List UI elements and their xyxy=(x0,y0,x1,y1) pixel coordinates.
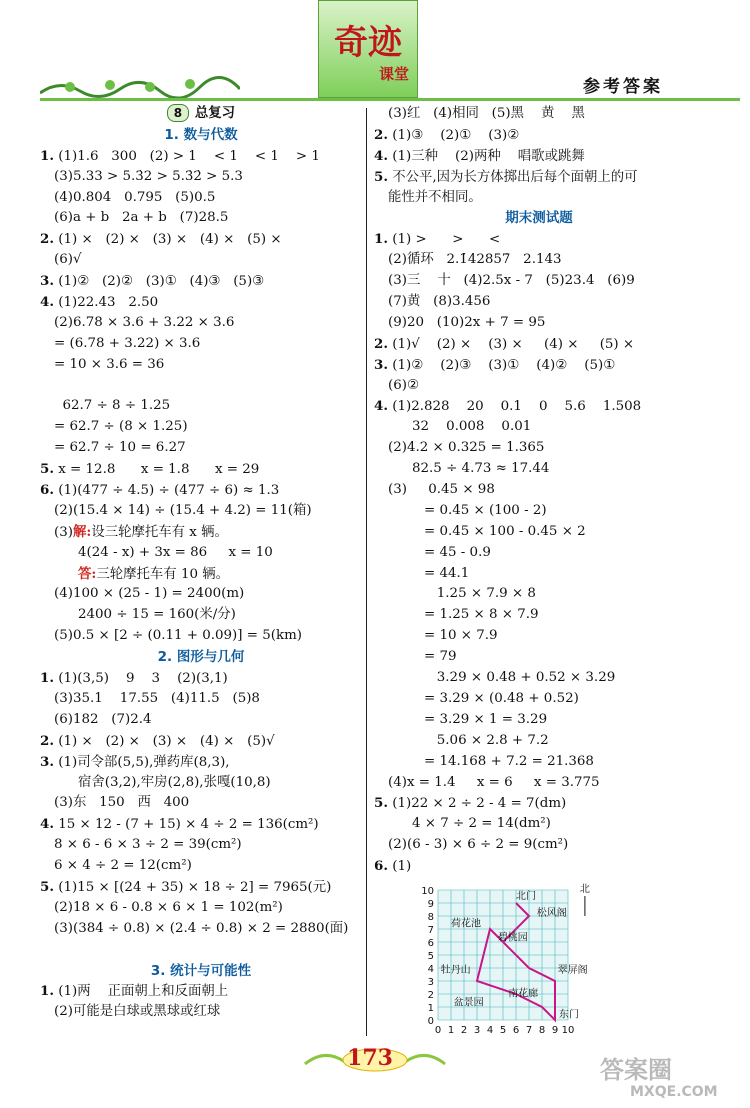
answer-line: (4)0.804 0.795 (5)0.5 xyxy=(54,189,216,205)
answer-line xyxy=(40,271,362,292)
place-label: 牡丹山 xyxy=(440,965,471,977)
place-label: 南花廊 xyxy=(508,988,539,1000)
y-tick-label: 7 xyxy=(427,925,434,936)
question-number: 1. xyxy=(40,147,54,164)
answer-line xyxy=(40,564,362,585)
question-number: 1. xyxy=(374,231,388,248)
answer-line: (3)三 十 (4)2.5x - 7 (5)23.4 (6)9 xyxy=(388,273,635,289)
answer-line: = 44.1 xyxy=(424,565,470,581)
question-number: 5. xyxy=(40,878,54,895)
answer-line: = 0.45 × 100 - 0.45 × 2 xyxy=(424,523,586,539)
x-tick-label: 3 xyxy=(473,1025,481,1036)
section-title: 3. 统计与可能性 xyxy=(150,962,252,979)
answer-line: = (6.78 + 3.22) × 3.6 xyxy=(54,335,201,351)
answer-text: 设三轮摩托车有 x 辆。 xyxy=(91,524,228,540)
answer-text: (1)2.828 20 0.1 0 5.6 1.508 xyxy=(387,399,642,415)
place-label: 东门 xyxy=(558,1009,579,1021)
page-header xyxy=(0,0,750,110)
answer-line: (4)100 × (25 - 1) = 2400(m) xyxy=(54,586,245,602)
x-tick-label: 6 xyxy=(512,1025,520,1036)
answer-line: = 45 - 0.9 xyxy=(424,544,491,560)
answer-line: (4)x = 1.4 x = 6 x = 3.775 xyxy=(388,774,600,790)
answer-line: (3)红 (4)相同 (5)黑 黄 黑 xyxy=(388,106,585,121)
answer-text: (1)(3,5) 9 3 (2)(3,1) xyxy=(53,671,228,687)
y-tick-label: 4 xyxy=(427,964,434,975)
answer-line xyxy=(374,146,704,167)
answer-line: 4(24 - x) + 3x = 86 x = 10 xyxy=(78,544,273,560)
answer-line: 6 × 4 ÷ 2 = 12(cm²) xyxy=(54,858,192,874)
question-number: 3. xyxy=(40,273,54,290)
answer-line: (6)182 (7)2.4 xyxy=(54,711,152,727)
answer-line xyxy=(374,793,704,814)
x-tick-label: 8 xyxy=(538,1025,546,1036)
place-label: 松风阁 xyxy=(536,908,567,919)
answer-line xyxy=(40,146,362,167)
answer-text: (1)22.43 2.50 xyxy=(53,295,159,311)
answer-text: (1) xyxy=(387,859,412,875)
answer-text: (1)③ (2)① (3)② xyxy=(387,127,520,143)
answer-line: = 62.7 ÷ (8 × 1.25) xyxy=(54,419,188,435)
answer-line xyxy=(374,355,704,376)
answer-text: 三轮摩托车有 10 辆。 xyxy=(96,566,230,582)
answer-text: (1)1.6 300 (2) > 1 < 1 < 1 > 1 xyxy=(53,148,320,164)
answer-line xyxy=(40,940,362,961)
answer-line: 62.7 ÷ 8 ÷ 1.25 xyxy=(54,398,171,414)
question-number: 4. xyxy=(40,816,54,833)
question-number: 5. xyxy=(40,461,54,478)
answer-text: (1)司令部(5,5),弹药库(8,3), xyxy=(53,754,230,770)
y-tick-label: 1 xyxy=(427,1003,434,1014)
answer-line: = 1.25 × 8 × 7.9 xyxy=(424,607,539,623)
answer-line: = 14.168 + 7.2 = 21.368 xyxy=(424,753,594,769)
y-tick-label: 0 xyxy=(427,1016,434,1027)
answer-line xyxy=(40,229,362,250)
place-label: 荷花池 xyxy=(451,918,481,930)
logo-subtitle: 课堂 xyxy=(378,65,409,83)
answer-line: (9)20 (10)2x + 7 = 95 xyxy=(388,314,546,330)
question-number: 5. xyxy=(374,795,388,812)
answer-text: (1)22 × 2 ÷ 2 - 4 = 7(dm) xyxy=(387,796,567,812)
answer-text: 15 × 12 - (7 + 15) × 4 ÷ 2 = 136(cm²) xyxy=(53,817,319,833)
answer-line: 4 × 7 ÷ 2 = 14(dm²) xyxy=(412,816,551,832)
place-label: 盆景园 xyxy=(453,997,484,1009)
place-label: 北门 xyxy=(516,891,536,903)
answer-line: = 79 xyxy=(424,649,457,665)
answer-line xyxy=(374,334,704,355)
question-number: 1. xyxy=(40,670,54,687)
answer-line: = 10 × 3.6 = 36 xyxy=(54,356,165,372)
page-number: 173 xyxy=(347,1045,393,1071)
answer-line: (2)6.78 × 3.6 + 3.22 × 3.6 xyxy=(54,314,235,330)
answer-line: = 62.7 ÷ 10 = 6.27 xyxy=(54,440,186,456)
y-tick-label: 9 xyxy=(427,899,434,910)
section-title: 1. 数与代数 xyxy=(164,126,238,143)
decorative-vine-icon xyxy=(40,75,240,99)
right-column xyxy=(374,104,704,877)
answer-line: (3)35.1 17.55 (4)11.5 (5)8 xyxy=(54,690,260,706)
question-number: 2. xyxy=(374,126,388,143)
place-label: 碧桃园 xyxy=(497,932,528,944)
answer-line: (7)黄 (8)3.456 xyxy=(388,294,491,310)
answer-line: 宿舍(3,2),牢房(2,8),张嘎(10,8) xyxy=(78,774,271,790)
logo xyxy=(318,0,418,98)
answer-text: (1)(477 ÷ 4.5) ÷ (477 ÷ 6) ≈ 1.3 xyxy=(53,483,280,499)
answer-line xyxy=(40,668,362,689)
y-tick-label: 10 xyxy=(421,886,434,897)
answer-line: (2)18 × 6 - 0.8 × 6 × 1 = 102(m²) xyxy=(54,899,283,915)
answer-line: (2)4.2 × 0.325 = 1.365 xyxy=(388,440,545,456)
answer-line: = 3.29 × (0.48 + 0.52) xyxy=(424,690,579,706)
answer-line: = 3.29 × 1 = 3.29 xyxy=(424,711,548,727)
answers-title: 参考答案 xyxy=(583,77,663,97)
answer-line: (6)② xyxy=(388,377,419,393)
question-number: 1. xyxy=(40,983,54,1000)
answer-text: (1) × (2) × (3) × (4) × (5)√ xyxy=(53,733,275,749)
answer-line xyxy=(40,981,362,1002)
answer-text: (1)三种 (2)两种 唱歌或跳舞 xyxy=(387,148,585,164)
answer-line: (2)(15.4 × 14) ÷ (15.4 + 4.2) = 11(箱) xyxy=(54,502,312,518)
chapter-title xyxy=(40,104,362,125)
chapter-label: 总复习 xyxy=(194,106,236,121)
answer-line: (3)(384 ÷ 0.8) × (2.4 ÷ 0.8) × 2 = 2880(面) xyxy=(54,920,349,936)
y-tick-label: 6 xyxy=(427,938,434,949)
question-number: 4. xyxy=(374,147,388,164)
y-tick-label: 5 xyxy=(427,951,434,962)
x-tick-label: 5 xyxy=(499,1025,507,1036)
answer-line: (2)(6 - 3) × 6 ÷ 2 = 9(cm²) xyxy=(388,837,569,853)
section-title: 期末测试题 xyxy=(505,210,573,227)
answer-line xyxy=(40,459,362,480)
answer-keyword: 答: xyxy=(78,565,97,582)
answer-text: (1)两 正面朝上和反面朝上 xyxy=(53,984,229,1000)
answer-line: (2)循环 2.1̇42857̇ 2.143 xyxy=(388,252,562,268)
answer-line: 能性并不相同。 xyxy=(388,189,482,205)
answer-text: (1)② (2)② (3)① (4)③ (5)③ xyxy=(53,274,265,290)
x-tick-label: 2 xyxy=(460,1025,468,1036)
question-number: 6. xyxy=(374,858,388,875)
answer-line xyxy=(374,125,704,146)
answer-prefix: (3) xyxy=(54,524,73,540)
y-tick-label: 2 xyxy=(427,990,434,1001)
answer-line: 3.29 × 0.48 + 0.52 × 3.29 xyxy=(424,670,616,686)
answer-keyword: 解: xyxy=(72,523,92,540)
column-divider xyxy=(366,108,367,1036)
north-label: 北 xyxy=(579,884,590,895)
answer-line xyxy=(40,814,362,835)
x-tick-label: 9 xyxy=(551,1025,559,1036)
question-number: 5. xyxy=(374,168,388,185)
x-tick-label: 7 xyxy=(525,1025,533,1036)
question-number: 2. xyxy=(374,335,388,352)
answer-line xyxy=(374,229,704,250)
x-tick-label: 10 xyxy=(561,1025,575,1036)
place-label: 翠屏阁 xyxy=(557,965,588,977)
answer-text: x = 12.8 x = 1.8 x = 29 xyxy=(53,462,260,478)
answer-text: 不公平,因为长方体掷出后每个面朝上的可 xyxy=(387,169,638,185)
section-title: 2. 图形与几何 xyxy=(157,649,245,666)
answer-line xyxy=(40,522,362,543)
x-tick-label: 4 xyxy=(486,1025,494,1036)
map-grid xyxy=(410,870,610,1040)
answer-line: (2)可能是白球或黑球或红球 xyxy=(54,1004,221,1020)
answer-line: (5)0.5 × [2 ÷ (0.11 + 0.09)] = 5(km) xyxy=(54,628,303,644)
answer-line: (3)5.33 > 5.3̇2 > 5.3̇2̇ > 5.3 xyxy=(54,168,243,184)
answer-line: (6)a + b 2a + b (7)28.5 xyxy=(54,210,229,226)
answer-line: (3) 0.45 × 98 xyxy=(388,482,495,498)
answer-line: = 10 × 7.9 xyxy=(424,628,498,644)
answer-line: 8 × 6 - 6 × 3 ÷ 2 = 39(cm²) xyxy=(54,837,242,853)
left-column xyxy=(40,104,362,1023)
answer-line: 82.5 ÷ 4.73 ≈ 17.44 xyxy=(412,461,550,477)
x-tick-label: 1 xyxy=(447,1025,455,1036)
question-number: 4. xyxy=(40,294,54,311)
answer-text: (1)√ (2) × (3) × (4) × (5) × xyxy=(387,336,635,352)
question-number: 2. xyxy=(40,732,54,749)
answer-line: = 0.45 × (100 - 2) xyxy=(424,502,547,518)
question-number: 2. xyxy=(40,231,54,248)
answer-line xyxy=(40,752,362,773)
answer-line: 5.06 × 2.8 + 7.2 xyxy=(424,732,549,748)
question-number: 6. xyxy=(40,482,54,499)
answer-line xyxy=(40,376,362,397)
logo-title: 奇迹 xyxy=(334,23,402,63)
question-number: 3. xyxy=(374,356,388,373)
question-number: 3. xyxy=(40,753,54,770)
answer-text: (1)② (2)③ (3)① (4)② (5)① xyxy=(387,357,616,373)
answer-line xyxy=(40,292,362,313)
header-divider xyxy=(40,98,740,101)
y-tick-label: 3 xyxy=(427,977,434,988)
answer-text: (1) × (2) × (3) × (4) × (5) × xyxy=(53,232,282,248)
answer-line xyxy=(374,167,704,188)
answer-line xyxy=(40,731,362,752)
chapter-badge: 8 xyxy=(167,104,189,122)
y-tick-label: 8 xyxy=(427,912,434,923)
answer-line xyxy=(40,877,362,898)
answer-text: (1) > > < xyxy=(387,232,501,248)
answer-line: 32 0.008 0.01 xyxy=(412,419,532,435)
watermark: 答案圈 xyxy=(600,1056,672,1084)
answer-line: 2400 ÷ 15 = 160(米/分) xyxy=(78,607,236,623)
answer-text: (1)15 × [(24 + 35) × 18 ÷ 2] = 7965(元) xyxy=(53,879,332,895)
answer-line: (3)东 150 西 400 xyxy=(54,795,190,811)
answer-line xyxy=(374,396,704,417)
watermark-url: MXQE.COM xyxy=(630,1084,718,1100)
answer-line: (6)√ xyxy=(54,252,82,268)
x-tick-label: 0 xyxy=(434,1025,442,1036)
answer-line xyxy=(40,480,362,501)
answer-line: 1.25 × 7.9 × 8 xyxy=(424,586,536,602)
question-number: 4. xyxy=(374,398,388,415)
